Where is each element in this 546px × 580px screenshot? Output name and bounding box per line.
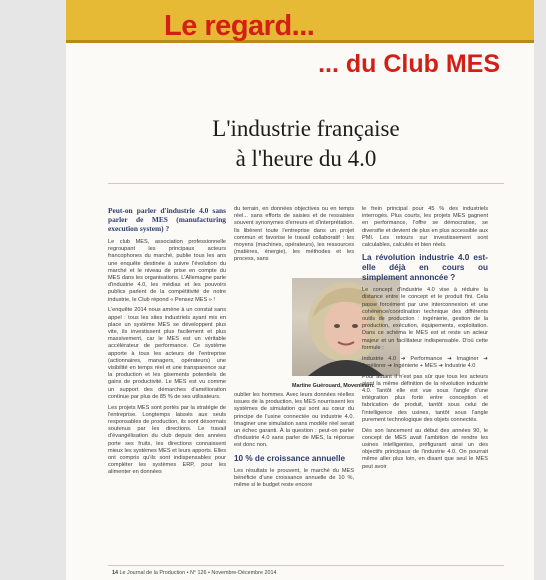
column3-paragraph: Pour autant il n'est pas sûr que tous les acteurs aient la même définition de la révolution industrie 4.0. Tantôt elle est vue sous l'angle d'une intégration plus forte entre conception et fabrication de produit, tantôt sous celui de l'intelligence des usines, tantôt sous l'angle purement technologique des objets connectés. bbox=[362, 373, 488, 423]
article-column-1 bbox=[108, 206, 226, 480]
article-column-2 bbox=[234, 206, 354, 267]
headline-line2: à l'heure du 4.0 bbox=[235, 146, 377, 171]
headline-divider bbox=[108, 183, 504, 184]
column1-paragraph: Le club MES, association professionnelle regroupant les principaux acteurs francophones du marché, publie tous les ans une enquête destinée à suivre l'évolution du marché et le niveau de prise en compte du MES dans les organisations. L'Allemagne parle d'industrie 4.0, les médias et les pouvoirs publics parlent de la compétitivité de notre industrie, le Club répond « Pensez MES » ! bbox=[108, 239, 226, 303]
column3-paragraph: Le concept d'industrie 4.0 vise à réduire la distance entre le concept et le produit fini. Cela passe forcément par une interconnexion et une cohérence/coordination technique des différents outils de production : ingénierie, gestion de la production, exécution, équipements, exploitation. Dans ce schéma le MES est et reste un acteur majeur et un facilitateur indispensable. D'où cette formule : bbox=[362, 287, 488, 351]
section-title-line2: ... du Club MES bbox=[318, 50, 500, 78]
column1-paragraph: L'enquête 2014 nous amène à un constat sans appel : tous les sites industriels ayant mis en place un système MES se développent plus vite, ils investissent plus facilement et plus massivement, car le MES est un véritable accélérateur de performance. Ce système apporte à tous les acteurs de l'entreprise (actionnaires, managers, opérateurs) une visibilité en temps réel et une transparence sur la production et les gisements potentiels de gains de productivité. Le MES est vu comme un support des démarches d'amélioration continue par plus de 85 % de ses utilisateurs. bbox=[108, 307, 226, 400]
footer-publication: Le Journal de la Production • N° 126 • Novembre-Décembre 2014 bbox=[119, 570, 277, 576]
article-column-2-continued bbox=[234, 392, 354, 493]
article-headline bbox=[146, 114, 466, 174]
column2-paragraph: oublier les hommes. Avec leurs données réelles issues de la production, les MES nourrissent les systèmes de simulation qui sont au cœur du principe de l'usine connectée ou industrie 4.0. Imaginer une simulation sans modèle réel serait un échec garanti. À la question : peut-on parler d'industrie 4.0 sans parler de MES, la réponse est donc non. bbox=[234, 392, 354, 449]
magazine-page bbox=[66, 0, 534, 580]
column2-paragraph: Les résultats le prouvent, le marché du MES bénéficie d'une croissance annuelle de 10 %, même si le budget reste encore bbox=[234, 467, 354, 489]
column3-paragraph: le frein principal pour 45 % des industriels interrogés. Plus courts, les projets MES gagnent en performance, l'offre se démocratise, se diversifie et devient de plus en plus accessible aux PMI. Les retours sur investissement sont calculables, calculés et bien réels. bbox=[362, 206, 488, 249]
growth-subheading: 10 % de croissance annuelle bbox=[234, 453, 346, 463]
page-number: 14 bbox=[112, 570, 118, 576]
footer-divider bbox=[108, 565, 504, 566]
column2-paragraph: du terrain, en données objectives ou en temps réel... sans efforts de saisies et de ressaisies souvent synonymes d'erreurs et d'interprétation. Ils libèrent toute l'entreprise dans un projet commun et favorise le travail collaboratif : les moyens (machines, opérateurs), les ressources (matières, énergie), les méthodes et les process, sans bbox=[234, 206, 354, 263]
photo-caption: Martine Guérouard, Movenlearn. bbox=[292, 383, 375, 389]
section-title-line1: Le regard... bbox=[164, 10, 315, 42]
headline-line1: L'industrie française bbox=[212, 116, 400, 141]
revolution-subheading: La révolution industrie 4.0 est-elle déjà en cours ou simplement annoncée ? bbox=[362, 253, 488, 283]
column3-formula: Industrie 4.0 ➔ Performance ➔ Imaginer ➔ Améliorer ➔ Ingénierie + MES ➔ Industrie 4.0 bbox=[362, 355, 488, 369]
column1-question-heading: Peut-on parler d'industrie 4.0 sans parler de MES (manufacturing execution system) ? bbox=[108, 206, 226, 233]
page-footer bbox=[112, 570, 276, 576]
article-column-3 bbox=[362, 206, 488, 474]
column1-paragraph: Les projets MES sont portés par la stratégie de l'entreprise. Longtemps laissés aux seuls responsables de production, ils sont désormais soutenus par les directions. Le travail d'évangélisation du club depuis des années porte ses fruits, les directions connaissent mieux les systèmes MES et leurs apports. Elles ont compris qu'ils sont indispensables pour compléter les systèmes ERP, pour les alimenter en données bbox=[108, 404, 226, 476]
column3-paragraph: Dès son lancement au début des années 90, le concept de MES avait l'ambition de rendre les usines intelligentes, préfigurant ainsi un des objectifs principaux de l'industrie 4.0. On pourrait même aller plus loin, en disant que seul le MES peut avoir bbox=[362, 427, 488, 470]
